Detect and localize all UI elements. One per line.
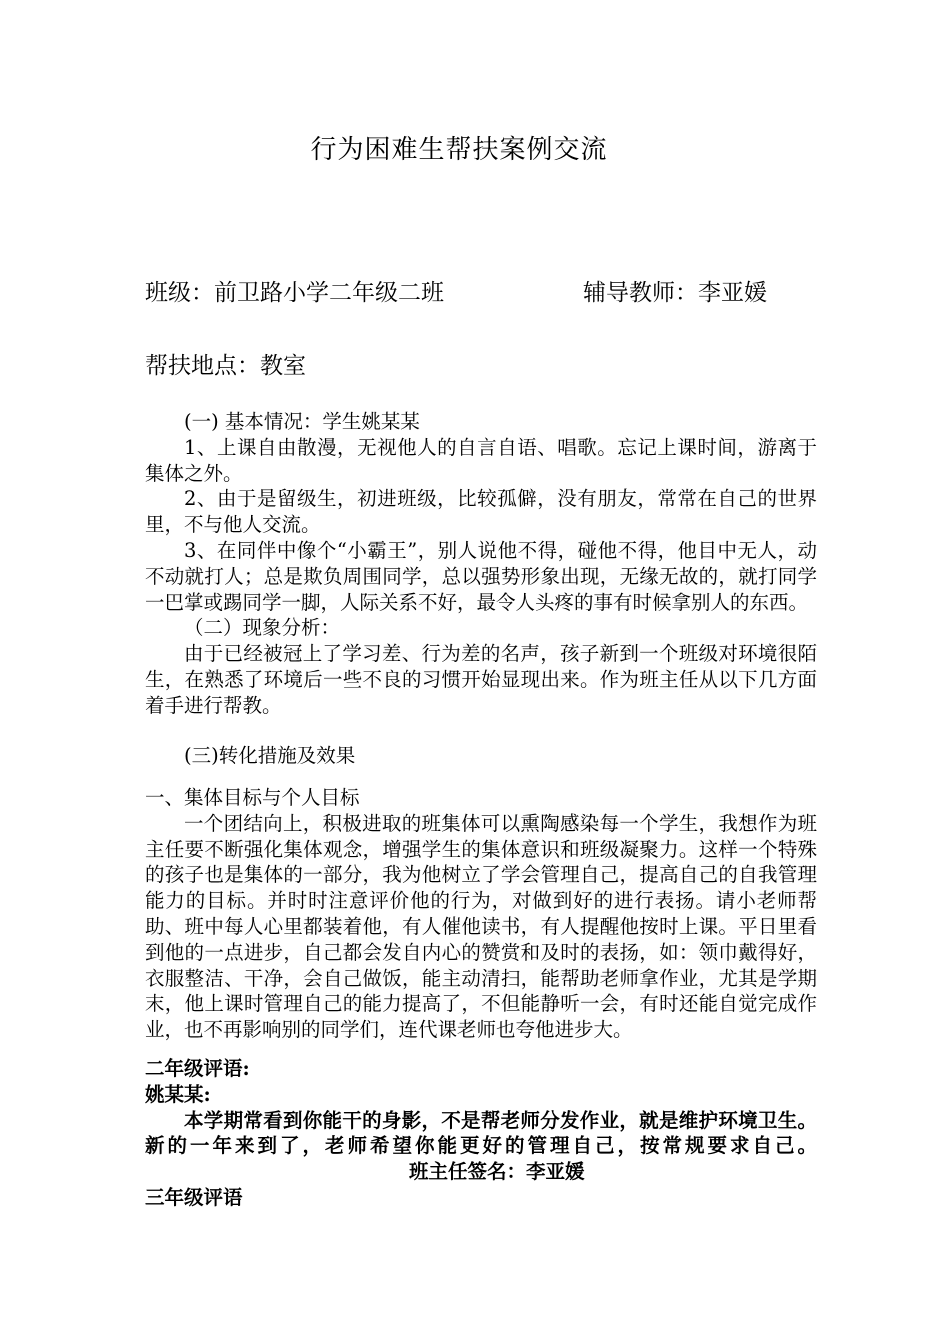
grade3-heading: 三年级评语 [145,1185,243,1209]
document-title: 行为困难生帮扶案例交流 [310,135,608,165]
section1-paragraph-3: 3、在同伴中像个“小霸王”，别人说他不得，碰他不得，他目中无人，动不动就打人；总是欺负周围同学，总以强势形象出现，无缘无故的，就打同学一巴掌或踢同学一脚，人际关系不好，最令人头疼的事有时候拿别人的东西。 [145,538,817,614]
comments-block [145,1056,817,1211]
grade2-comment: 本学期常看到你能干的身影，不是帮老师分发作业，就是维护环境卫生。新的一年来到了，老师希望你能更好的管理自己，按常规要求自己。 [145,1108,817,1158]
student-name: 姚某某: [145,1082,211,1106]
section3-heading: (三)转化措施及效果 [184,744,356,767]
grade2-heading: 二年级评语: [145,1057,250,1080]
teacher-signature: 班主任签名：李亚媛 [409,1160,585,1184]
section3-heading-block [145,743,817,769]
section1-paragraph-2: 2、由于是留级生，初进班级，比较孤僻，没有朋友，常常在自己的世界里，不与他人交流。 [145,487,817,537]
class-teacher-line [145,276,825,310]
section2-paragraph: 由于已经被冠上了学习差、行为差的名声，孩子新到一个班级对环境很陌生，在熟悉了环境后一些不良的习惯开始显现出来。作为班主任从以下几方面着手进行帮教。 [145,642,817,717]
section1-heading: (一) 基本情况：学生姚某某 [184,410,420,433]
section-basic-info [145,409,817,719]
class-info: 班级：前卫路小学二年级二班 [145,280,444,306]
location-line: 帮扶地点：教室 [145,353,306,379]
section3-subheading: 一、集体目标与个人目标 [145,786,360,809]
section-measures [145,785,817,1043]
section1-paragraph-1: 1、上课自由散漫，无视他人的自言自语、唱歌。忘记上课时间，游离于集体之外。 [145,435,817,485]
grade2-comment-paragraph [145,1108,817,1185]
teacher-info: 辅导教师：李亚媛 [583,280,767,306]
section2-heading: （二）现象分析： [184,616,341,640]
section3-paragraph: 一个团结向上，积极进取的班集体可以熏陶感染每一个学生，我想作为班主任要不断强化集体观念，增强学生的集体意识和班级凝聚力。这样一个特殊的孩子也是集体的一部分，我为他树立了学会管理自己，提高自己的自我管理能力的目标。并时时注意评价他的行为，对做到好的进行表扬。请小老师帮助、班中每人心里都装着他，有人催他读书，有人提醒他按时上课。平日里看到他的一点进步，自己都会发自内心的赞赏和及时的表扬，如：领巾戴得好，衣服整洁、干净，会自己做饭，能主动清扫，能帮助老师拿作业，尤其是学期末，他上课时管理自己的能力提高了，不但能静听一会，有时还能自觉完成作业，也不再影响别的同学们，连代课老师也夸他进步大。 [145,811,817,1042]
